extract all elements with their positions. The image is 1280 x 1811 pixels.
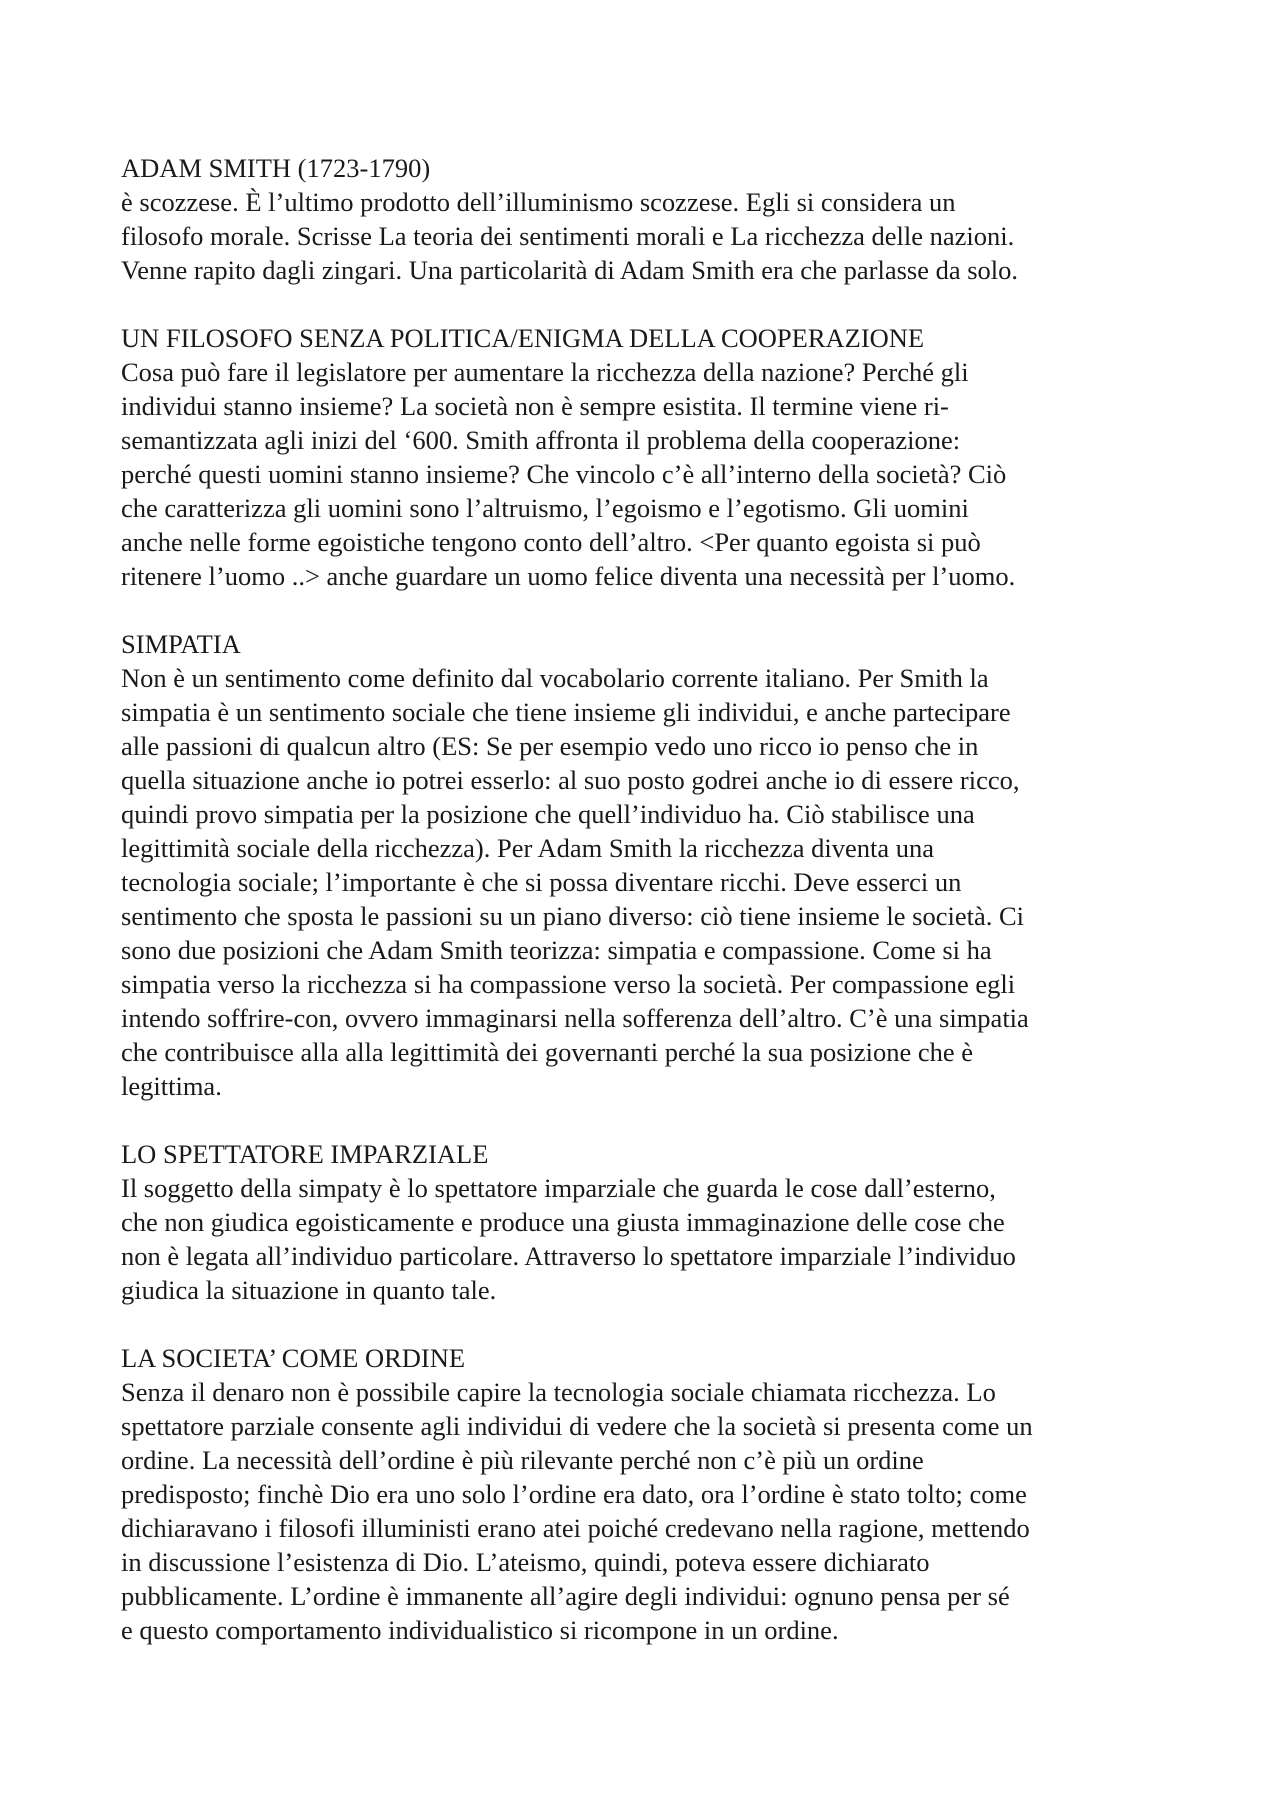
text-line: filosofo morale. Scrisse La teoria dei sentimenti morali e La ricchezza delle nazioni. <box>121 221 1015 251</box>
text-line: individui stanno insieme? La società non è sempre esistita. Il termine viene ri- <box>121 391 949 421</box>
text-line: in discussione l’esistenza di Dio. L’ateismo, quindi, poteva essere dichiarato <box>121 1547 930 1577</box>
text-line: e questo comportamento individualistico si ricompone in un ordine. <box>121 1615 839 1645</box>
text-line: simpatia verso la ricchezza si ha compassione verso la società. Per compassione egli <box>121 969 1016 999</box>
text-line: che non giudica egoisticamente e produce una giusta immaginazione delle cose che <box>121 1207 1005 1237</box>
document-page <box>121 151 1181 1681</box>
text-line: semantizzata agli inizi del ‘600. Smith affronta il problema della cooperazione: <box>121 425 961 455</box>
text-line: Cosa può fare il legislatore per aumentare la ricchezza della nazione? Perché gli <box>121 357 969 387</box>
text-line: sentimento che sposta le passioni su un piano diverso: ciò tiene insieme le società. Ci <box>121 901 1025 931</box>
text-line: quella situazione anche io potrei esserlo: al suo posto godrei anche io di essere ricco, <box>121 765 1020 795</box>
text-line: è scozzese. È l’ultimo prodotto dell’illuminismo scozzese. Egli si considera un <box>121 187 956 217</box>
text-line: predisposto; finchè Dio era uno solo l’ordine era dato, ora l’ordine è stato tolto; come <box>121 1479 1027 1509</box>
text-line: non è legata all’individuo particolare. Attraverso lo spettatore imparziale l’individuo <box>121 1241 1016 1271</box>
text-line: Il soggetto della simpaty è lo spettatore imparziale che guarda le cose dall’esterno, <box>121 1173 996 1203</box>
text-line: alle passioni di qualcun altro (ES: Se per esempio vedo uno ricco io penso che in <box>121 731 979 761</box>
text-line: Non è un sentimento come definito dal vocabolario corrente italiano. Per Smith la <box>121 663 989 693</box>
section-filosofo-senza-politica <box>121 321 1181 593</box>
section-spettatore-imparziale <box>121 1137 1181 1307</box>
section-heading: SIMPATIA <box>121 629 241 659</box>
text-line: dichiaravano i filosofi illuministi erano atei poiché credevano nella ragione, mettendo <box>121 1513 1030 1543</box>
text-line: Venne rapito dagli zingari. Una particolarità di Adam Smith era che parlasse da solo. <box>121 255 1019 285</box>
section-heading: LO SPETTATORE IMPARZIALE <box>121 1139 489 1169</box>
section-adam-smith <box>121 151 1181 287</box>
text-line: simpatia è un sentimento sociale che tiene insieme gli individui, e anche partecipare <box>121 697 1011 727</box>
section-simpatia <box>121 627 1181 1103</box>
text-line: ritenere l’uomo ..> anche guardare un uomo felice diventa una necessità per l’uomo. <box>121 561 1016 591</box>
text-line: giudica la situazione in quanto tale. <box>121 1275 497 1305</box>
text-line: Senza il denaro non è possibile capire la tecnologia sociale chiamata ricchezza. Lo <box>121 1377 996 1407</box>
text-line: pubblicamente. L’ordine è immanente all’agire degli individui: ognuno pensa per sé <box>121 1581 1010 1611</box>
text-line: che contribuisce alla alla legittimità dei governanti perché la sua posizione che è <box>121 1037 974 1067</box>
text-line: intendo soffrire-con, ovvero immaginarsi nella sofferenza dell’altro. C’è una simpatia <box>121 1003 1029 1033</box>
text-line: anche nelle forme egoistiche tengono conto dell’altro. <Per quanto egoista si può <box>121 527 981 557</box>
text-line: legittimità sociale della ricchezza). Per Adam Smith la ricchezza diventa una <box>121 833 935 863</box>
text-line: perché questi uomini stanno insieme? Che vincolo c’è all’interno della società? Ciò <box>121 459 1007 489</box>
text-line: tecnologia sociale; l’importante è che si possa diventare ricchi. Deve esserci un <box>121 867 962 897</box>
section-heading: LA SOCIETA’ COME ORDINE <box>121 1343 466 1373</box>
section-heading: ADAM SMITH (1723-1790) <box>121 153 431 183</box>
section-societa-come-ordine <box>121 1341 1181 1647</box>
text-line: quindi provo simpatia per la posizione che quell’individuo ha. Ciò stabilisce una <box>121 799 975 829</box>
text-line: che caratterizza gli uomini sono l’altruismo, l’egoismo e l’egotismo. Gli uomini <box>121 493 969 523</box>
text-line: spettatore parziale consente agli individui di vedere che la società si presenta come un <box>121 1411 1033 1441</box>
text-line: legittima. <box>121 1071 222 1101</box>
text-line: sono due posizioni che Adam Smith teorizza: simpatia e compassione. Come si ha <box>121 935 992 965</box>
section-heading: UN FILOSOFO SENZA POLITICA/ENIGMA DELLA COOPERAZIONE <box>121 323 925 353</box>
text-line: ordine. La necessità dell’ordine è più rilevante perché non c’è più un ordine <box>121 1445 924 1475</box>
